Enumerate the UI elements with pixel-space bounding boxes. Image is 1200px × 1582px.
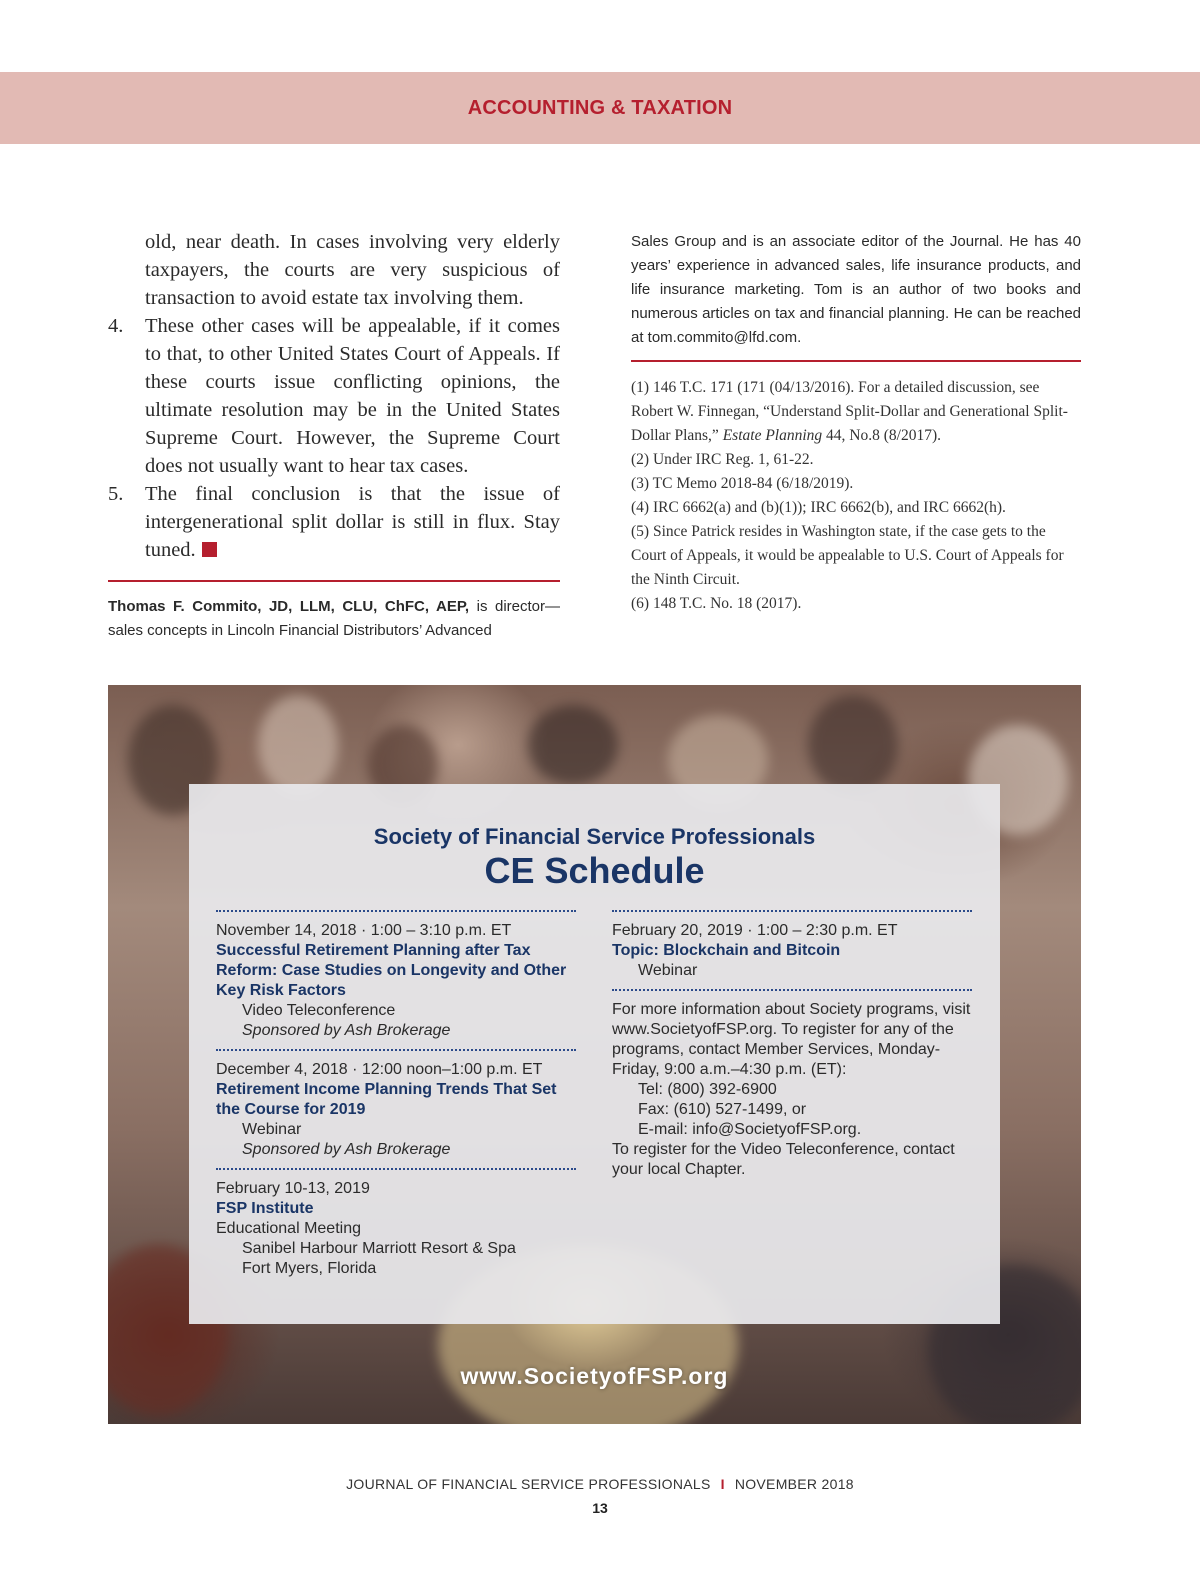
- event-title: Topic: Blockchain and Bitcoin: [612, 942, 841, 959]
- dotted-divider: [216, 1049, 576, 1051]
- event-sponsor: Sponsored by Ash Brokerage: [242, 1022, 451, 1039]
- contact-tel: Tel: (800) 392-6900: [638, 1081, 777, 1098]
- issue-date: NOVEMBER 2018: [734, 1476, 854, 1492]
- divider: [631, 360, 1081, 362]
- divider: [108, 580, 560, 582]
- journal-name: JOURNAL OF FINANCIAL SERVICE PROFESSIONALS: [346, 1476, 711, 1492]
- list-item-text: These other cases will be appealable, if it comes to that, to other United States Court of Appeals. If these courts issue conflicting opinions, the ultimate resolution may be in the United States Supreme Court. However, the Supreme Court does not usually want to hear tax cases.: [145, 315, 560, 477]
- event-title: Successful Retirement Planning after Tax Reform: Case Studies on Longevity and Other Key Risk Factors: [216, 942, 567, 999]
- right-column: [631, 230, 1081, 616]
- page-number: 13: [592, 1500, 608, 1516]
- end-of-article-mark: [202, 542, 217, 557]
- list-item-text: The final conclusion is that the issue of intergenerational split dollar is still in flux. Stay tuned.: [145, 483, 560, 561]
- event-format: Educational Meeting: [216, 1220, 361, 1237]
- event-date: February 20, 2019 · 1:00 – 2:30 p.m. ET: [612, 922, 898, 939]
- author-name: Thomas F. Commito, JD, LLM, CLU, ChFC, AEP,: [108, 598, 470, 615]
- contact-fax: Fax: (610) 527-1499, or: [638, 1101, 807, 1118]
- event-sponsor: Sponsored by Ash Brokerage: [242, 1141, 451, 1158]
- list-item-number: 5.: [108, 483, 124, 505]
- author-bio-continued: Sales Group and is an associate editor of the Journal. He has 40 years’ experience in advanced sales, life insurance products, and life insurance marketing. Tom is an author of two books and numerous articles on tax and financial planning. He can be reached at tom.commito@lfd.com.: [631, 233, 1081, 346]
- ce-schedule-advertisement: [108, 685, 1081, 1424]
- list-item: [108, 480, 560, 564]
- footer-separator: I: [720, 1476, 725, 1492]
- event-date: November 14, 2018 · 1:00 – 3:10 p.m. ET: [216, 922, 512, 939]
- list-item-number: 4.: [108, 315, 124, 337]
- ce-schedule-card: [189, 784, 1000, 1324]
- endnote: (2) Under IRC Reg. 1, 61-22.: [631, 451, 814, 468]
- dotted-divider: [612, 910, 972, 912]
- list-continuation: old, near death. In cases involving very elderly taxpayers, the courts are very suspicious of transaction to avoid estate tax involving them.: [145, 231, 560, 309]
- endnote-text: (1) 146 T.C. 171 (171 (04/13/2016). For a detailed discussion, see Robert W. Finnegan, “Understand Split-Dollar and Generational Split-Dollar Plans,”: [631, 379, 1068, 444]
- section-title: ACCOUNTING & TAXATION: [467, 96, 733, 119]
- event-venue: Sanibel Harbour Marriott Resort & Spa: [242, 1240, 516, 1257]
- endnote: [631, 376, 1081, 448]
- endnotes: [631, 376, 1081, 616]
- dotted-divider: [216, 910, 576, 912]
- ce-organization-title: Society of Financial Service Professionals: [373, 824, 816, 849]
- event-format: Webinar: [638, 962, 698, 979]
- ce-event: [216, 921, 576, 1041]
- audience-photo-shape: [528, 705, 618, 785]
- ce-event: [612, 921, 972, 981]
- ce-event: [216, 1060, 576, 1160]
- contact-info: [612, 1000, 972, 1180]
- event-format: Video Teleconference: [242, 1002, 396, 1019]
- endnote: (6) 148 T.C. No. 18 (2017).: [631, 595, 802, 612]
- dotted-divider: [216, 1168, 576, 1170]
- endnote: (3) TC Memo 2018-84 (6/18/2019).: [631, 475, 854, 492]
- contact-outro: To register for the Video Teleconference, contact your local Chapter.: [612, 1141, 955, 1178]
- event-city: Fort Myers, Florida: [242, 1260, 377, 1277]
- dotted-divider: [612, 989, 972, 991]
- ce-left-column: [216, 910, 576, 1287]
- author-bio: [108, 595, 560, 643]
- left-column: [108, 228, 560, 643]
- event-title: FSP Institute: [216, 1200, 314, 1217]
- ce-right-column: [612, 910, 972, 1180]
- ce-schedule-title: CE Schedule: [484, 850, 705, 891]
- author-bio-text: is director—sales concepts in Lincoln Financial Distributors’ Advanced: [108, 598, 561, 639]
- event-title: Retirement Income Planning Trends That Set the Course for 2019: [216, 1081, 557, 1118]
- page-footer: [0, 1476, 1200, 1492]
- audience-photo-shape: [808, 695, 898, 795]
- endnote: (5) Since Patrick resides in Washington state, if the case gets to the Court of Appeals, it would be appealable to U.S. Court of Appeals for the Ninth Circuit.: [631, 523, 1064, 588]
- event-format: Webinar: [242, 1121, 302, 1138]
- list-item: [108, 312, 560, 480]
- contact-email: E-mail: info@SocietyofFSP.org.: [638, 1121, 862, 1138]
- endnote-publication: Estate Planning: [722, 427, 823, 444]
- society-url: www.SocietyofFSP.org: [460, 1363, 729, 1389]
- event-date: February 10-13, 2019: [216, 1180, 370, 1197]
- audience-photo-shape: [258, 695, 338, 795]
- ce-event: [216, 1179, 576, 1279]
- section-header: [0, 72, 1200, 144]
- contact-intro: For more information about Society programs, visit www.SocietyofFSP.org. To register for any of the programs, contact Member Services, Monday-Friday, 9:00 a.m.–4:30 p.m. (ET):: [612, 1001, 971, 1078]
- event-date: December 4, 2018 · 12:00 noon–1:00 p.m. ET: [216, 1061, 543, 1078]
- endnote: (4) IRC 6662(a) and (b)(1)); IRC 6662(b), and IRC 6662(h).: [631, 499, 1006, 516]
- endnote-text: 44, No.8 (8/2017).: [822, 427, 941, 444]
